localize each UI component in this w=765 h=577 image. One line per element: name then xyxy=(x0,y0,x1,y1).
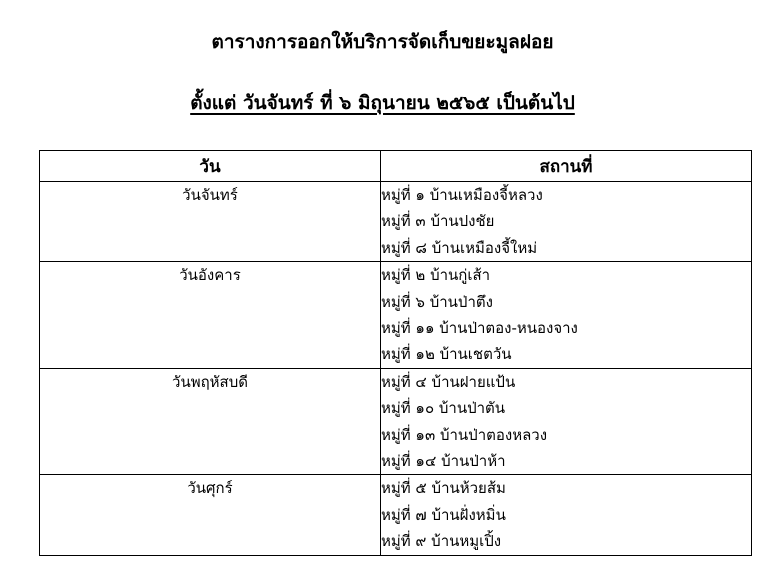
day-cell-friday: วันศุกร์ xyxy=(40,475,381,555)
day-cell-thursday: วันพฤหัสบดี xyxy=(40,368,381,475)
header-place: สถานที่ xyxy=(381,151,752,182)
table-row xyxy=(40,262,752,369)
day-cell-monday: วันจันทร์ xyxy=(40,182,381,262)
place-cell-thursday xyxy=(381,368,752,475)
subtitle-text: ตั้งแต่ วันจันทร์ ที่ ๖ มิถุนายน ๒๕๖๕ เป็นต้นไป xyxy=(190,92,575,114)
place-cell-monday xyxy=(381,182,752,262)
place-item: หมู่ที่ ๗ บ้านฝั่งหมิ่น xyxy=(381,505,506,524)
place-item: หมู่ที่ ๔ บ้านฝายแป้น xyxy=(381,372,516,391)
table-row xyxy=(40,475,752,555)
place-item: หมู่ที่ ๑๐ บ้านป่าตัน xyxy=(381,399,506,418)
table-row xyxy=(40,182,752,262)
schedule-table xyxy=(39,150,752,556)
place-item: หมู่ที่ ๑ บ้านเหมืองจี้หลวง xyxy=(381,186,543,204)
page-title: ตารางการออกให้บริการจัดเก็บขยะมูลฝอย xyxy=(211,31,554,53)
table-header-row xyxy=(40,151,752,182)
place-item: หมู่ที่ ๑๒ บ้านเชตวัน xyxy=(381,345,512,364)
place-item: หมู่ที่ ๑๑ บ้านป่าตอง-หนองจาง xyxy=(381,319,578,338)
header-day: วัน xyxy=(40,151,381,182)
place-item: หมู่ที่ ๑๓ บ้านป่าตองหลวง xyxy=(381,425,548,444)
place-cell-tuesday xyxy=(381,262,752,369)
table-row xyxy=(40,368,752,475)
place-item: หมู่ที่ ๖ บ้านป่าตึง xyxy=(381,292,493,311)
place-item: หมู่ที่ ๘ บ้านเหมืองจี้ใหม่ xyxy=(381,238,538,257)
place-item: หมู่ที่ ๕ บ้านห้วยส้ม xyxy=(381,479,506,498)
place-item: หมู่ที่ ๒ บ้านกู่เส้า xyxy=(381,266,491,285)
place-item: หมู่ที่ ๙ บ้านหมูเปิ้ง xyxy=(381,532,502,551)
place-item: หมู่ที่ ๑๔ บ้านป่าห้า xyxy=(381,452,506,471)
place-item: หมู่ที่ ๓ บ้านปงชัย xyxy=(381,212,495,231)
place-cell-friday xyxy=(381,475,752,555)
day-cell-tuesday: วันอังคาร xyxy=(40,262,381,369)
page-subtitle xyxy=(0,91,765,115)
